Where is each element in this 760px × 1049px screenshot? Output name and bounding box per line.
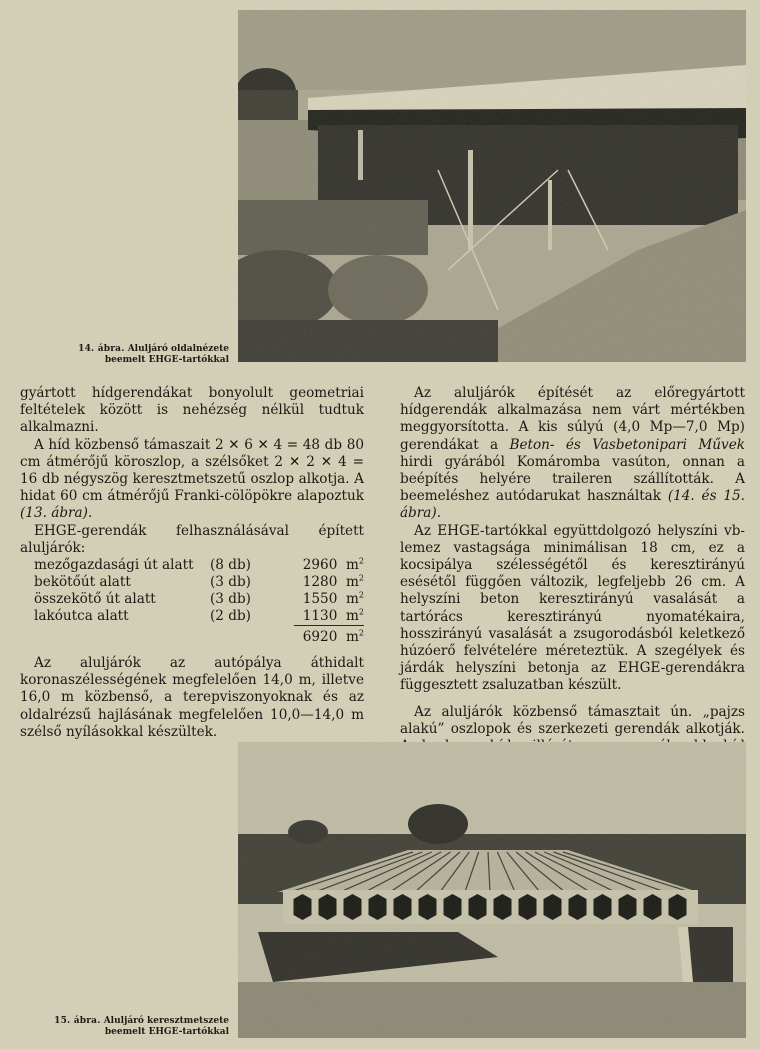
figure-reference: (13. ábra). [20, 505, 93, 522]
underpass-count: (8 db) [210, 557, 251, 574]
paragraph: Az aluljárók az autópálya áthidalt koronaszélességének megfelelően 14,0 m, illetve 16,0 m közbenső, a terepviszonyoknak és az oldalrézsű hajlásának megfelelően 10,0—14,0 m szélső nyílásokkal készültek. [20, 655, 364, 740]
figure-14-subtitle: beemelt EHGE-tartókkal [104, 355, 229, 365]
paragraph: gyártott hídgerendákat bonyolult geometriai feltételek között is nehézség nélkül tudtuk alkalmazni. [20, 385, 364, 436]
figure-reference: (14. és 15. ábra). [400, 488, 745, 522]
total-area-value: 6920 $m^2$ [302, 628, 364, 646]
paragraph: EHGE-gerendák felhasználásával épített aluljárók: [20, 522, 364, 556]
company-name: Beton- és Vasbetonipari Művek [509, 436, 745, 453]
table-total-row [34, 626, 364, 647]
paragraph [400, 385, 745, 523]
table-row [34, 574, 364, 591]
table-row [34, 591, 364, 608]
figure-15-title: Aluljáró keresztmetszete [103, 1016, 229, 1026]
figure-15-photo [238, 742, 746, 1038]
paragraph-text: Az aluljárók építését az előregyártott hídgerendák alkalmazása nem várt mértékben meggyorsította. A kis súlyú (4,0 Mp—7,0 Mp) gerendákat a [400, 385, 745, 453]
paragraph-text: A híd közbenső támaszait 2 ✕ 6 ✕ 4 = 48 db 80 cm átmérőjű köroszlop, a szélsőket 2 ✕ 2 ✕ 4 = 16 db négyszög keresztmetszetű oszlop alkotja. A hidat 60 cm átmérőjű Franki-cölöpökre alapoztuk [20, 436, 364, 505]
area-value: 2960 $m^2$ [302, 556, 364, 574]
paragraph: Az EHGE-tartókkal együttdolgozó helyszíni vb-lemez vastagsága minimálisan 18 cm, ez a kocsipálya szélességétől és keresztirányú esésétől függően változik, legfeljebb 26 cm. A helyszíni beton keresztirányú vasalását a tartórács keresztirányú nyomatékaira, hosszirányú vasalását a zsugorodásból keletkező húzóerő felvételére méreteztük. A szegélyek és járdák helyszíni betonja az EHGE-gerendákra függesztett zsaluzatban készült. [400, 522, 745, 694]
figure-14-number: 14. ábra. [78, 344, 125, 354]
right-text-column [400, 385, 745, 790]
figure-14-caption [0, 344, 229, 366]
figure-15-caption [0, 1016, 229, 1038]
figure-15-number: 15. ábra. [54, 1016, 101, 1026]
underpass-count: (2 db) [210, 608, 251, 625]
table-row [34, 557, 364, 574]
underpass-count: (3 db) [210, 591, 251, 608]
underpass-area-table [34, 557, 364, 646]
left-text-column [20, 385, 364, 741]
area-value: 1280 $m^2$ [302, 573, 364, 591]
road-type: összekötő út alatt [34, 591, 156, 608]
figure-15-subtitle: beemelt EHGE-tartókkal [104, 1027, 229, 1037]
road-type: bekötőút alatt [34, 574, 131, 591]
bridge-side-view-image [238, 10, 746, 362]
paragraph [20, 437, 364, 523]
road-type: lakóutca alatt [34, 608, 129, 625]
underpass-count: (3 db) [210, 574, 251, 591]
area-value: 1550 $m^2$ [302, 590, 364, 608]
road-type: mezőgazdasági út alatt [34, 557, 194, 574]
bridge-cross-section-image [238, 742, 746, 1038]
figure-14-photo [238, 10, 746, 362]
paragraph-text: hirdi gyárából Komáromba vasúton, onnan a beépítés helyére traileren szállították. A beemeléshez autódarukat használtak [400, 453, 745, 505]
area-value: 1130 $m^2$ [294, 608, 364, 626]
paragraph-text: Az aluljárók közbenső támasztait ún. „pajzs alakú” oszlopok és szerkezeti gerendák alkotják. [400, 703, 745, 737]
figure-14-title: Aluljáró oldalnézete [127, 344, 229, 354]
table-row [34, 608, 364, 626]
